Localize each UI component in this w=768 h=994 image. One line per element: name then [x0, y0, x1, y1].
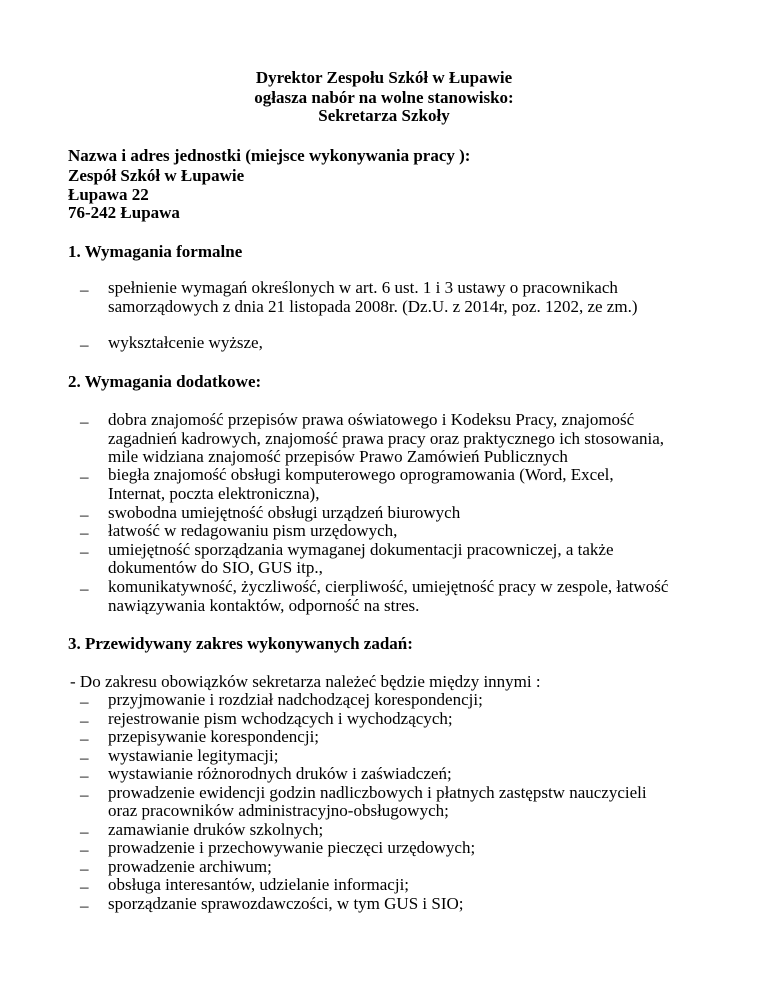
bullet-dash: – — [80, 280, 89, 299]
list-item-line: prowadzenie i przechowywanie pieczęci urzędowych; — [108, 838, 476, 857]
bullet-dash: – — [80, 711, 89, 730]
unit-name: Zespół Szkół w Łupawie — [68, 166, 245, 185]
list-item-line: zagadnień kadrowych, znajomość prawa pracy oraz praktycznego ich stosowania, — [108, 429, 665, 448]
bullet-dash: – — [80, 766, 89, 785]
bullet-dash: – — [80, 579, 89, 598]
bullet-dash: – — [80, 542, 89, 561]
list-item-line: biegła znajomość obsługi komputerowego oprogramowania (Word, Excel, — [108, 465, 614, 484]
list-item-line: prowadzenie ewidencji godzin nadliczbowych i płatnych zastępstw nauczycieli — [108, 783, 647, 802]
list-item-line: przepisywanie korespondencji; — [108, 727, 320, 746]
bullet-dash: – — [80, 896, 89, 915]
bullet-dash: – — [80, 840, 89, 859]
unit-label: Nazwa i adres jednostki (miejsce wykonywania pracy ): — [68, 146, 471, 165]
list-item-line: spełnienie wymagań określonych w art. 6 ust. 1 i 3 ustawy o pracownikach — [108, 278, 618, 297]
list-item-line: sporządzanie sprawozdawczości, w tym GUS i SIO; — [108, 894, 464, 913]
section-1-heading: 1. Wymagania formalne — [68, 242, 243, 261]
list-item-line: komunikatywność, życzliwość, cierpliwość, umiejętność pracy w zespole, łatwość — [108, 577, 669, 596]
list-item-line: oraz pracowników administracyjno-obsługowych; — [108, 801, 449, 820]
list-item-line: mile widziana znajomość przepisów Prawo Zamówień Publicznych — [108, 447, 568, 466]
bullet-dash: – — [80, 729, 89, 748]
list-item-line: Internat, poczta elektroniczna), — [108, 484, 320, 503]
list-item-line: samorządowych z dnia 21 listopada 2008r. (Dz.U. z 2014r, poz. 1202, ze zm.) — [108, 297, 638, 316]
section-2-heading: 2. Wymagania dodatkowe: — [68, 372, 262, 391]
bullet-dash: – — [80, 412, 89, 431]
list-item-line: dobra znajomość przepisów prawa oświatowego i Kodeksu Pracy, znajomość — [108, 410, 635, 429]
list-item-line: obsługa interesantów, udzielanie informacji; — [108, 875, 410, 894]
list-item-line: wystawianie legitymacji; — [108, 746, 279, 765]
header-line-2: ogłasza nabór na wolne stanowisko: — [254, 88, 514, 107]
list-item-line: dokumentów do SIO, GUS itp., — [108, 558, 323, 577]
list-item-line: prowadzenie archiwum; — [108, 857, 272, 876]
bullet-dash: – — [80, 692, 89, 711]
list-item-line: zamawianie druków szkolnych; — [108, 820, 324, 839]
bullet-dash: – — [80, 859, 89, 878]
list-item-line: łatwość w redagowaniu pism urzędowych, — [108, 521, 398, 540]
header-line-1: Dyrektor Zespołu Szkół w Łupawie — [255, 68, 513, 87]
section-3-heading: 3. Przewidywany zakres wykonywanych zadań: — [68, 634, 413, 653]
bullet-dash: – — [80, 748, 89, 767]
bullet-dash: – — [80, 822, 89, 841]
unit-city: 76-242 Łupawa — [68, 203, 180, 222]
bullet-dash: – — [80, 523, 89, 542]
bullet-dash: – — [80, 877, 89, 896]
bullet-dash: – — [80, 785, 89, 804]
list-item-line: swobodna umiejętność obsługi urządzeń biurowych — [108, 503, 461, 522]
list-item-line: wykształcenie wyższe, — [108, 333, 263, 352]
header-line-3: Sekretarza Szkoły — [318, 106, 450, 125]
bullet-dash: – — [80, 505, 89, 524]
bullet-dash: – — [80, 467, 89, 486]
list-item-line: umiejętność sporządzania wymaganej dokumentacji pracowniczej, a także — [108, 540, 614, 559]
list-item-line: rejestrowanie pism wchodzących i wychodzących; — [108, 709, 453, 728]
list-item-line: przyjmowanie i rozdział nadchodzącej korespondencji; — [108, 690, 483, 709]
bullet-dash: – — [80, 335, 89, 354]
list-item-line: wystawianie różnorodnych druków i zaświadczeń; — [108, 764, 452, 783]
unit-street: Łupawa 22 — [68, 185, 149, 204]
list-item-line: nawiązywania kontaktów, odporność na stres. — [108, 596, 420, 615]
section-3-intro: - Do zakresu obowiązków sekretarza należeć będzie między innymi : — [70, 672, 541, 691]
